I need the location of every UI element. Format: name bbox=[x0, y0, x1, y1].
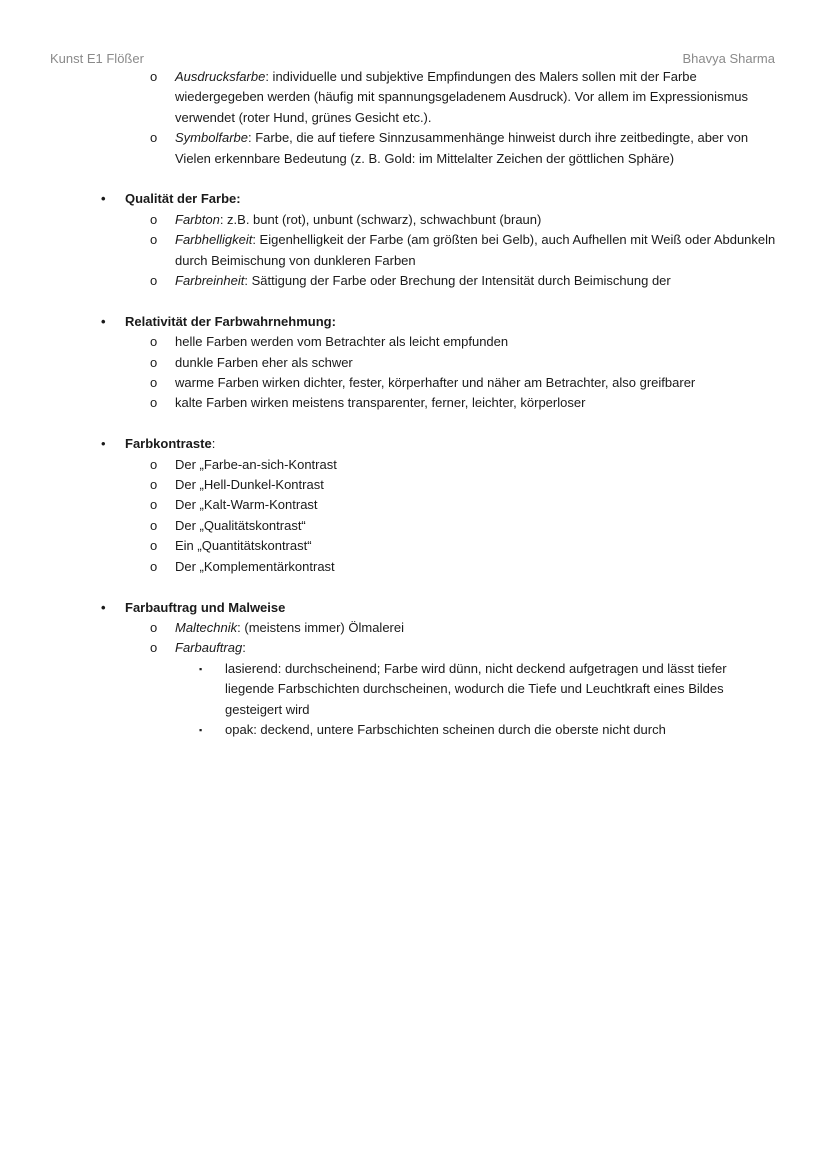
list-item bbox=[0, 353, 828, 373]
item-text: warme Farben wirken dichter, fester, körperhafter und näher am Betrachter, also greifbarer bbox=[175, 375, 696, 391]
term: Maltechnik bbox=[175, 619, 238, 635]
square-bullet-icon: ▪ bbox=[199, 663, 203, 674]
term: Farbhelligkeit bbox=[175, 232, 253, 248]
item-text: Der „Farbe-an-sich-Kontrast bbox=[175, 456, 337, 472]
circle-bullet-icon: o bbox=[150, 69, 158, 84]
list-item bbox=[0, 373, 828, 393]
circle-bullet-icon: o bbox=[150, 456, 158, 472]
list-item bbox=[0, 536, 828, 556]
section-heading-farbauftrag bbox=[0, 598, 828, 618]
list-item bbox=[0, 332, 828, 352]
circle-bullet-icon: o bbox=[150, 395, 158, 411]
circle-bullet-icon: o bbox=[150, 232, 158, 248]
section-heading-farbkontraste bbox=[0, 434, 828, 454]
list-item-ausdrucksfarbe bbox=[0, 67, 828, 128]
term: Farbauftrag bbox=[175, 640, 243, 656]
list-item bbox=[0, 455, 828, 475]
item-text: opak: deckend, untere Farbschichten scheinen durch die oberste nicht durch bbox=[225, 721, 666, 737]
bullet-icon: • bbox=[101, 191, 106, 207]
term: Ausdrucksfarbe bbox=[175, 69, 266, 84]
bullet-icon: • bbox=[101, 599, 106, 615]
item-text: helle Farben werden vom Betrachter als leicht empfunden bbox=[175, 334, 509, 350]
item-text: Der „Hell-Dunkel-Kontrast bbox=[175, 477, 324, 493]
list-item bbox=[0, 516, 828, 536]
circle-bullet-icon: o bbox=[150, 619, 158, 635]
item-text: : Sättigung der Farbe oder Brechung der Intensität durch Beimischung der bbox=[244, 273, 671, 289]
list-item-symbolfarbe bbox=[0, 128, 828, 169]
bullet-icon: • bbox=[101, 436, 106, 452]
term: Farbreinheit bbox=[175, 273, 245, 289]
circle-bullet-icon: o bbox=[150, 375, 158, 391]
circle-bullet-icon: o bbox=[150, 517, 158, 533]
heading-text: Farbkontraste bbox=[125, 436, 212, 452]
item-text: : Eigenhelligkeit der Farbe (am größten bei Gelb), auch Aufhellen mit Weiß oder Abdunkeln durch Beimischung von dunkleren Farben bbox=[175, 232, 776, 268]
item-text: Ein „Quantitätskontrast“ bbox=[175, 538, 312, 554]
item-text: Der „Kalt-Warm-Kontrast bbox=[175, 497, 318, 513]
list-item-farbauftrag bbox=[0, 638, 828, 658]
circle-bullet-icon: o bbox=[150, 334, 158, 350]
sub-list-item-opak bbox=[0, 720, 828, 740]
circle-bullet-icon: o bbox=[150, 273, 158, 289]
circle-bullet-icon: o bbox=[150, 211, 158, 227]
circle-bullet-icon: o bbox=[150, 130, 158, 146]
circle-bullet-icon: o bbox=[150, 538, 158, 554]
circle-bullet-icon: o bbox=[150, 477, 158, 493]
header-left: Kunst E1 Flößer bbox=[50, 51, 144, 66]
heading-text: Qualität der Farbe: bbox=[125, 191, 241, 207]
item-text: dunkle Farben eher als schwer bbox=[175, 354, 353, 370]
header-right: Bhavya Sharma bbox=[682, 51, 775, 66]
document-body bbox=[0, 67, 828, 740]
list-item-farbhelligkeit bbox=[0, 230, 828, 271]
list-item bbox=[0, 475, 828, 495]
heading-suffix: : bbox=[211, 436, 216, 452]
term: Symbolfarbe bbox=[175, 130, 248, 146]
item-text: : (meistens immer) Ölmalerei bbox=[237, 619, 404, 635]
list-item-farbton bbox=[0, 210, 828, 230]
circle-bullet-icon: o bbox=[150, 354, 158, 370]
circle-bullet-icon: o bbox=[150, 497, 158, 513]
term: Farbton bbox=[175, 211, 220, 227]
item-text: : Farbe, die auf tiefere Sinnzusammenhänge hinweist durch ihre zeitbedingte, aber von Vielen erkennbare Bedeutung (z. B. Gold: im Mittelalter Zeichen der göttlichen Sphäre) bbox=[175, 130, 749, 166]
item-text: Der „Komplementärkontrast bbox=[175, 558, 335, 574]
item-text: Der „Qualitätskontrast“ bbox=[175, 517, 306, 533]
item-text: lasierend: durchscheinend; Farbe wird dünn, nicht deckend aufgetragen und lässt tiefer liegende Farbschichten durchscheinen, wodurch die Tiefe und Leuchtkraft eines Bildes gesteigert wird bbox=[225, 660, 727, 717]
heading-text: Farbauftrag und Malweise bbox=[125, 599, 286, 615]
list-item-maltechnik bbox=[0, 618, 828, 638]
circle-bullet-icon: o bbox=[150, 558, 158, 574]
item-text: : bbox=[242, 640, 246, 656]
list-item bbox=[0, 393, 828, 413]
section-heading-relativitaet bbox=[0, 312, 828, 332]
section-heading-qualitaet bbox=[0, 189, 828, 209]
item-text: kalte Farben wirken meistens transparenter, ferner, leichter, körperloser bbox=[175, 395, 586, 411]
item-text: : individuelle und subjektive Empfindungen des Malers sollen mit der Farbe wiedergegeben werden (häufig mit spannungsgeladenem Ausdruck). Vor allem im Expressionismus verwendet (roter Hund, grünes Gesicht etc.). bbox=[175, 69, 749, 125]
square-bullet-icon: ▪ bbox=[199, 724, 203, 735]
list-item-farbreinheit bbox=[0, 271, 828, 291]
list-item bbox=[0, 495, 828, 515]
item-text: : z.B. bunt (rot), unbunt (schwarz), schwachbunt (braun) bbox=[219, 211, 542, 227]
circle-bullet-icon: o bbox=[150, 640, 158, 656]
sub-list-item-lasierend bbox=[0, 659, 828, 720]
bullet-icon: • bbox=[101, 313, 106, 329]
list-item bbox=[0, 557, 828, 577]
heading-text: Relativität der Farbwahrnehmung: bbox=[125, 313, 336, 329]
